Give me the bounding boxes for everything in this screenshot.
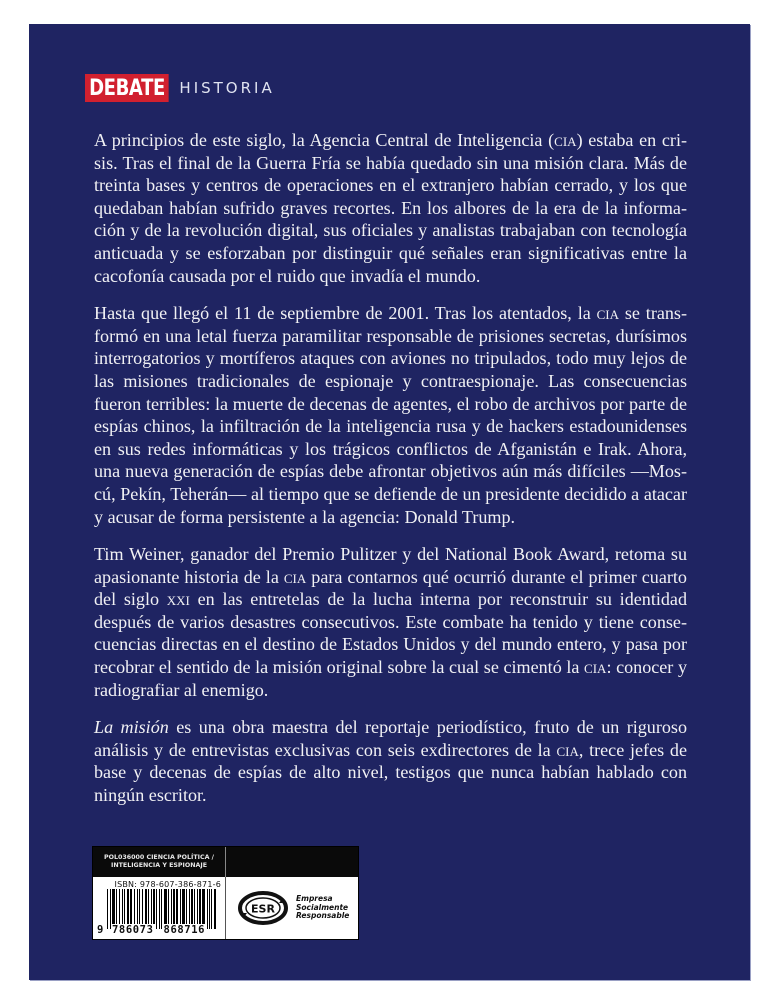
barcode-bar: [151, 889, 152, 929]
barcode-bar: [137, 889, 138, 929]
barcode-bar: [182, 889, 185, 929]
barcode-bar: [122, 889, 123, 929]
barcode-bar: [156, 889, 157, 929]
text-run: : conocer y radiografiar al enemigo.: [94, 657, 687, 700]
publisher-brand: [85, 74, 275, 102]
barcode-bar: [202, 889, 205, 929]
esr-caption-line: Responsable: [296, 911, 350, 921]
text-run: Hasta que llegó el 11 de septiembre de 2001. Tras los atentados, la: [94, 303, 597, 324]
barcode-bar: [161, 889, 162, 929]
esr-logo-icon: [238, 891, 288, 925]
acronym: cia: [554, 130, 577, 150]
acronym: cia: [283, 566, 307, 587]
text-run: es una obra maestra del reportaje periodístico, fruto de un riguroso análisis y de entrevistas exclusivas con seis exdirectores de la: [94, 717, 688, 760]
acronym: cia: [556, 739, 579, 760]
barcode-bar: [159, 889, 160, 929]
barcode-bar: [110, 889, 111, 929]
barcode-bar: [119, 889, 121, 929]
barcode-bar: [207, 889, 208, 929]
label-header-blank: [226, 847, 358, 877]
barcode-bar: [171, 889, 172, 929]
barcode-bar: [130, 889, 133, 929]
ean-lead-digit: 9: [97, 924, 104, 936]
esr-caption-line: Empresa: [296, 894, 333, 904]
publisher-logo: DEBATE: [85, 74, 169, 102]
barcode-bar: [180, 889, 181, 929]
barcode-bar: [145, 889, 148, 929]
esr-mark: ESR: [251, 902, 275, 916]
barcode-icon: [107, 889, 217, 929]
text-run: se transformó en una letal fuerza paramilitar responsable de prisiones secretas, durísimos interrogatorios y mortíferos ataques con aviones no tripulados, todo muy lejos de las misiones tradicionales de espionaje y contraespionaje. Las consecuencias fueron terribles: la muerte de decenas de agentes, el robo de archivos por parte de espías chinos, la infiltración de la inteligencia rusa y de hackers estadounidenses en sus redes informáticas y los trágicos conflictos de Afganistán e Irak. Ahora, una nueva generación de espías debe afrontar objetivos aún más difíciles —Moscú, Pekín, Teherán— al tiempo que se defiende de un presidente decidido a atacar y acusar de forma persistente a la agencia: Donald Trump.: [94, 303, 687, 527]
text-run: , trece jefes de base y decenas de espías de alto nivel, testigos que nunca habían hablado con ningún escritor.: [94, 739, 687, 806]
blurb-paragraph: [94, 716, 687, 806]
blurb-paragraph: [94, 129, 687, 287]
barcode-bar: [214, 889, 216, 929]
barcode-bar: [139, 889, 141, 929]
barcode-bar: [209, 889, 210, 929]
text-run: A principios de este siglo, la Agencia Central de Inteligencia (: [94, 130, 555, 150]
esr-badge: [226, 877, 358, 939]
barcode-bar: [168, 889, 169, 929]
collection-name: HISTORIA: [179, 79, 275, 97]
blurb-paragraph: [94, 543, 687, 701]
text-run: en las entretelas de la lucha interna por reconstruir su identidad después de varios desastres consecutivos. Este combate ha tenido y tiene consecuencias directas en el destino de Estados Unidos y del mundo entero, y pasa por recobrar el sentido de la misión original sobre la cual se cimentó la: [94, 589, 688, 678]
barcode-bar: [107, 889, 108, 929]
barcode-bar: [173, 889, 175, 929]
text-run: Tim Weiner, ganador del Premio Pulitzer y del National Book Award, retoma su apasionante historia de la: [94, 544, 687, 587]
acronym: xxi: [166, 589, 190, 610]
ean-digits: [97, 924, 221, 936]
blurb-paragraph: [94, 302, 687, 528]
back-cover-panel: [29, 24, 750, 980]
barcode-area: [93, 877, 226, 939]
text-run: ) estaba en crisis. Tras el final de la Guerra Fría se había quedado sin una misión clara. Más de treinta bases y centros de operaciones en el extranjero habían cerrado, y los que quedaban habían sufrido graves recortes. En los albores de la era de la información y de la revolución digital, sus oficiales y analistas trabajaban con tecnología anticuada y se esforzaban por distinguir qué señales eran significativas entre la cacofonía causada por el ruido que invadía el mundo.: [94, 130, 688, 286]
barcode-bar: [124, 889, 125, 929]
barcode-bar: [199, 889, 201, 929]
barcode-bar: [164, 889, 167, 929]
barcode-bar: [142, 889, 143, 929]
category-line: POL036000 CIENCIA POLÍTICA /: [104, 854, 214, 861]
acronym: cia: [596, 303, 619, 324]
barcode-bar: [191, 889, 193, 929]
category-line: INTELIGENCIA Y ESPIONAJE: [110, 862, 208, 869]
barcode-bar: [211, 889, 212, 929]
barcode-bar: [176, 889, 178, 929]
barcode-bar: [197, 889, 198, 929]
barcode-bar: [112, 889, 115, 929]
barcode-bar: [148, 889, 149, 929]
barcode-bar: [153, 889, 155, 929]
category-code: [93, 847, 226, 877]
blurb-text: [94, 129, 687, 822]
ean-group: 868716: [163, 924, 206, 936]
barcode-bar: [194, 889, 195, 929]
barcode-bar: [127, 889, 129, 929]
esr-caption: [296, 895, 349, 921]
esr-caption-line: Socialmente: [296, 902, 349, 912]
barcode-bar: [116, 889, 117, 929]
barcode-bar: [186, 889, 187, 929]
barcode-bar: [189, 889, 190, 929]
isbn-label: [92, 846, 359, 940]
text-run: para contarnos qué ocurrió durante el primer cuarto del siglo: [94, 566, 687, 610]
book-title: La misión: [94, 717, 169, 738]
barcode-bar: [134, 889, 135, 929]
acronym: cia: [584, 657, 607, 678]
isbn-number: ISBN: 978-607-386-871-6: [114, 880, 221, 889]
ean-group: 786073: [112, 924, 154, 936]
